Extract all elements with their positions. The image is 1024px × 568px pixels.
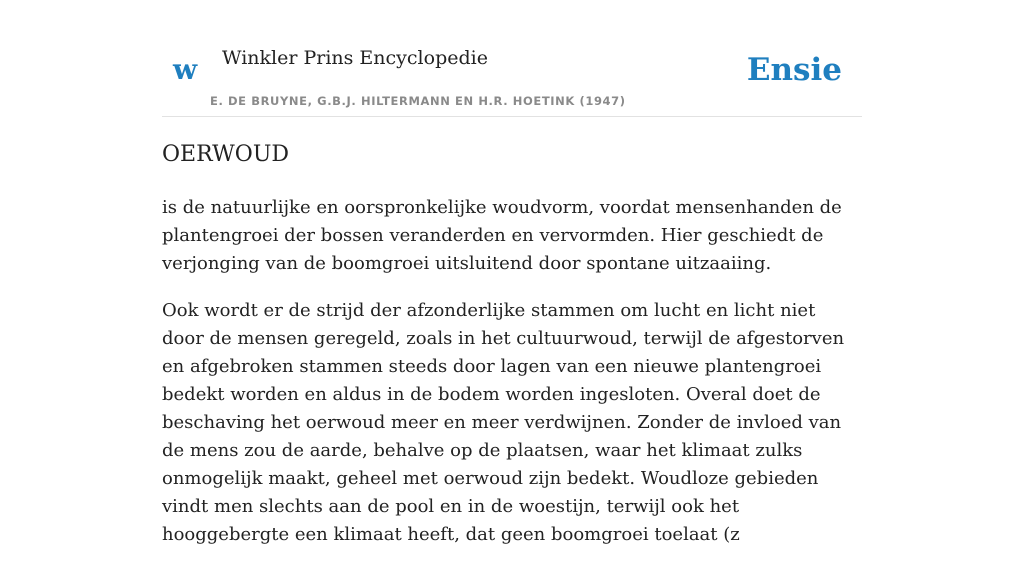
article-paragraph: is de natuurlijke en oorspronkelijke woudvorm, voordat mensenhanden de plantengroei der bossen veranderden en vervormden. Hier geschiedt de verjonging van de boomgroei uitsluitend door spontane uitzaaiing. [162, 197, 842, 274]
publication-logo[interactable]: w [173, 53, 198, 86]
article-headword: OERWOUD [162, 142, 290, 167]
page-header [162, 0, 862, 117]
brand-logo[interactable]: Ensie [746, 52, 842, 88]
article-paragraph: Ook wordt er de strijd der afzonderlijke stammen om lucht en licht niet door de mensen geregeld, zoals in het cultuurwoud, terwijl de afgestorven en afgebroken stammen steeds door lagen van een nieuwe plantengroei bedekt worden en aldus in de bodem worden ingesloten. Overal doet de beschaving het oerwoud meer en meer verdwijnen. Zonder de invloed van de mens zou de aarde, behalve op de plaatsen, waar het klimaat zulks onmogelijk maakt, geheel met oerwoud zijn bedekt. Woudloze gebieden vindt men slechts aan de pool en in de woestijn, terwijl ook het hooggebergte een klimaat heeft, dat geen boomgroei toelaat (z [162, 300, 845, 545]
publication-authors: E. DE BRUYNE, G.B.J. HILTERMANN EN H.R. HOETINK (1947) [210, 94, 626, 108]
publication-title[interactable]: Winkler Prins Encyclopedie [222, 47, 488, 69]
article [162, 138, 862, 568]
